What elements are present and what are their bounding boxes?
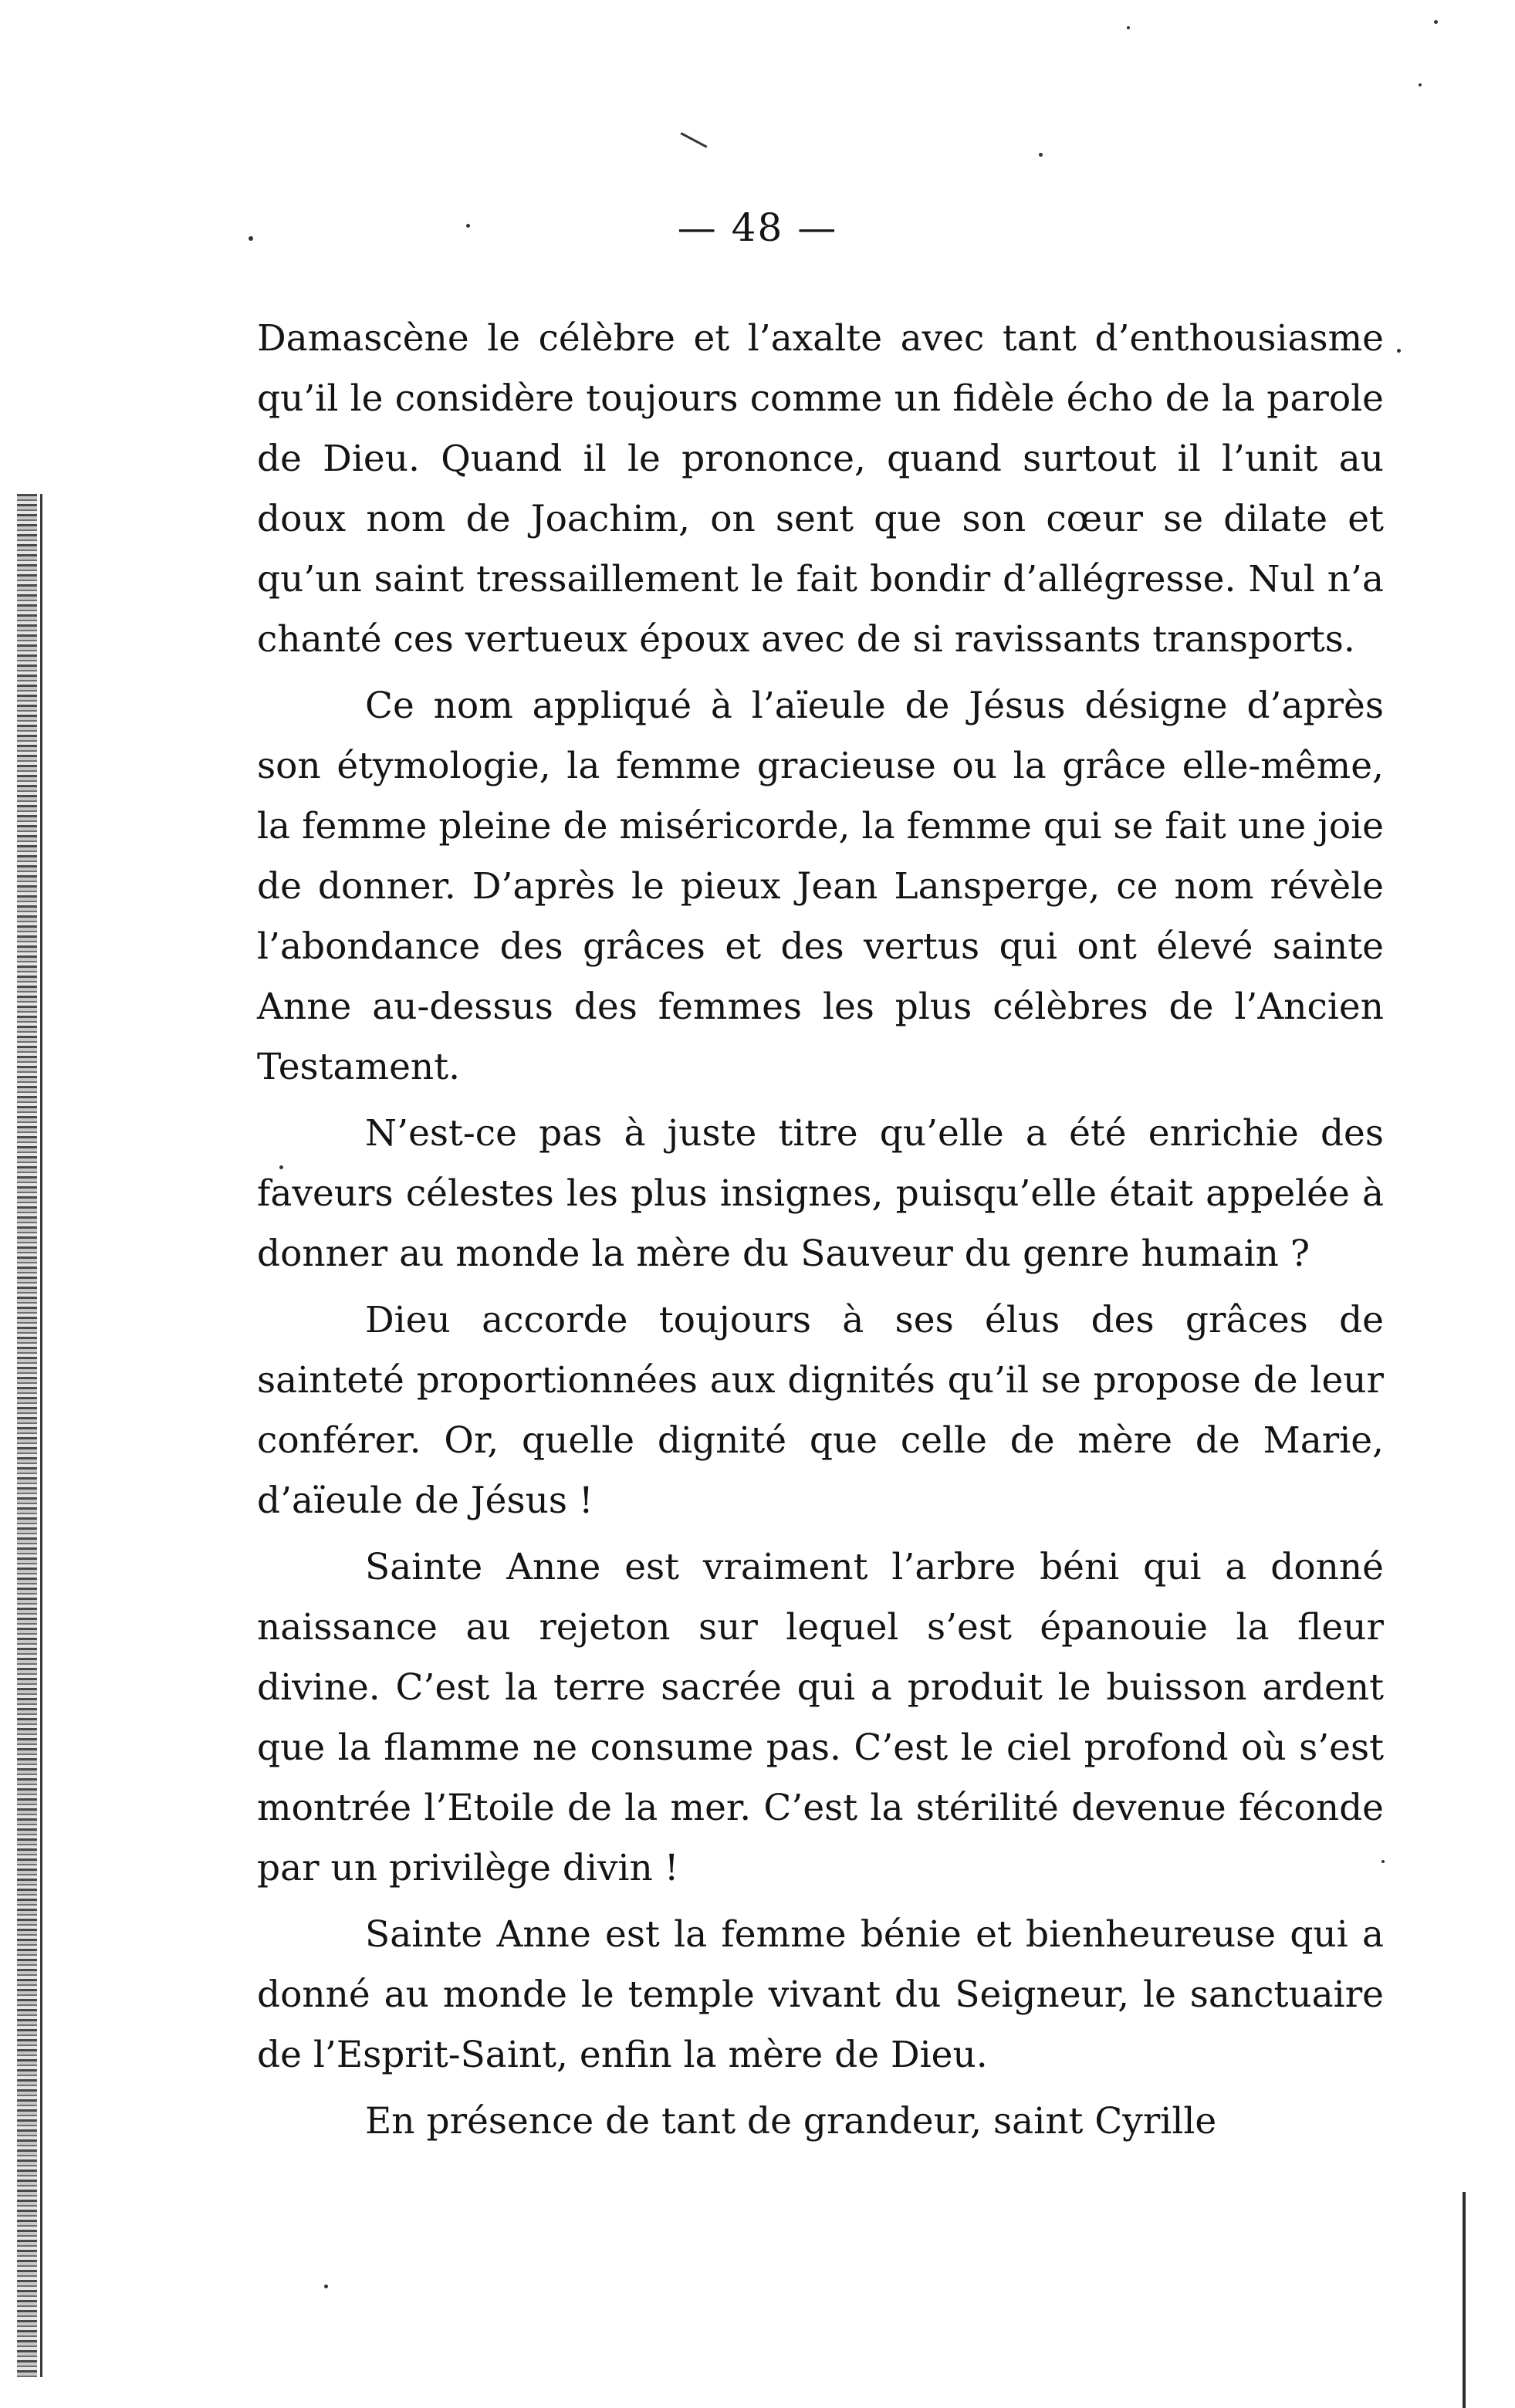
- scan-speck: [1434, 20, 1438, 24]
- paragraph: Sainte Anne est la femme bénie et bienheureuse qui a donné au monde le temple vivant du Seigneur, le sanctuaire de l’Esprit-Saint, enfin la mère de Dieu.: [257, 1913, 1384, 2076]
- paragraph: N’est-ce pas à juste titre qu’elle a été enrichie des faveurs célestes les plus insignes, puisqu’elle était appelée à donner au monde la mère du Sauveur du genre humain ?: [257, 1112, 1384, 1275]
- paragraph: Damascène le célèbre et l’axalte avec tant d’enthousiasme qu’il le considère toujours comme un fidèle écho de la parole de Dieu. Quand il le prononce, quand surtout il l’unit au doux nom de Joachim, on sent que son cœur se dilate et qu’un saint tressaillement le fait bondir d’allégresse. Nul n’a chanté ces vertueux époux avec de si ravissants transports.: [257, 317, 1384, 661]
- binding-edge: [17, 494, 37, 2377]
- right-page-edge: [1463, 2192, 1466, 2408]
- page-number: — 48 —: [677, 205, 838, 250]
- paragraph: Dieu accorde toujours à ses élus des grâces de sainteté proportionnées aux dignités qu’il se propose de leur conférer. Or, quelle dignité que celle de mère de Marie, d’aïeule de Jésus !: [257, 1299, 1384, 1522]
- body-text: [257, 309, 1384, 2152]
- scan-speck: [1127, 26, 1130, 29]
- scan-speck: [1419, 83, 1422, 86]
- paragraph: Ce nom appliqué à l’aïeule de Jésus désigne d’après son étymologie, la femme gracieuse ou la grâce elle-même, la femme pleine de miséricorde, la femme qui se fait une joie de donner. D’après le pieux Jean Lansperge, ce nom révèle l’abondance des grâces et des vertus qui ont élevé sainte Anne au-dessus des femmes les plus célèbres de l’Ancien Testament.: [257, 685, 1384, 1088]
- binding-line: [40, 494, 42, 2377]
- scan-speck: [1397, 349, 1401, 353]
- scan-speck: [1039, 153, 1043, 157]
- scan-speck: [324, 2285, 328, 2288]
- paragraph: En présence de tant de grandeur, saint Cyrille: [365, 2100, 1217, 2143]
- paragraph: Sainte Anne est vraiment l’arbre béni qui a donné naissance au rejeton sur lequel s’est épanouie la fleur divine. C’est la terre sacrée qui a produit le buisson ardent que la flamme ne consume pas. C’est le ciel profond où s’est montrée l’Etoile de la mer. C’est la stérilité devenue féconde par un privilège divin !: [257, 1546, 1384, 1889]
- scan-mark: [681, 132, 708, 147]
